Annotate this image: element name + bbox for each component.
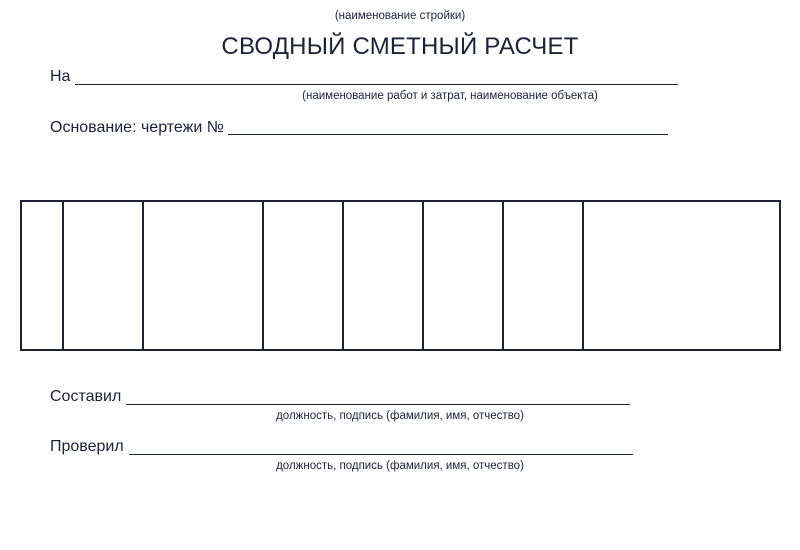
table-column-8 — [582, 202, 779, 349]
compiled-by-label: Составил — [50, 388, 122, 405]
document-title: СВОДНЫЙ СМЕТНЫЙ РАСЧЕТ — [221, 33, 579, 60]
construction-name-caption: (наименование стройки) — [334, 10, 466, 22]
purpose-label: На — [50, 68, 71, 85]
checked-by-label: Проверил — [50, 438, 124, 455]
table-column-7 — [502, 202, 582, 349]
table-column-6 — [422, 202, 502, 349]
compiled-by-caption: должность, подпись (фамилия, имя, отчество) — [276, 410, 524, 422]
table-column-4 — [262, 202, 342, 349]
compiled-by-field[interactable] — [126, 404, 630, 405]
purpose-caption: (наименование работ и затрат, наименование объекта) — [302, 90, 598, 102]
table-column-5 — [342, 202, 422, 349]
table-column-2 — [62, 202, 142, 349]
table-column-3 — [142, 202, 262, 349]
drawings-number-field[interactable] — [228, 134, 668, 135]
checked-by-field[interactable] — [129, 454, 633, 455]
table-column-1 — [22, 202, 62, 349]
purpose-field[interactable] — [75, 84, 678, 85]
basis-label: Основание: чертежи № — [50, 119, 224, 136]
checked-by-caption: должность, подпись (фамилия, имя, отчество) — [276, 460, 524, 472]
estimate-table — [20, 200, 781, 351]
